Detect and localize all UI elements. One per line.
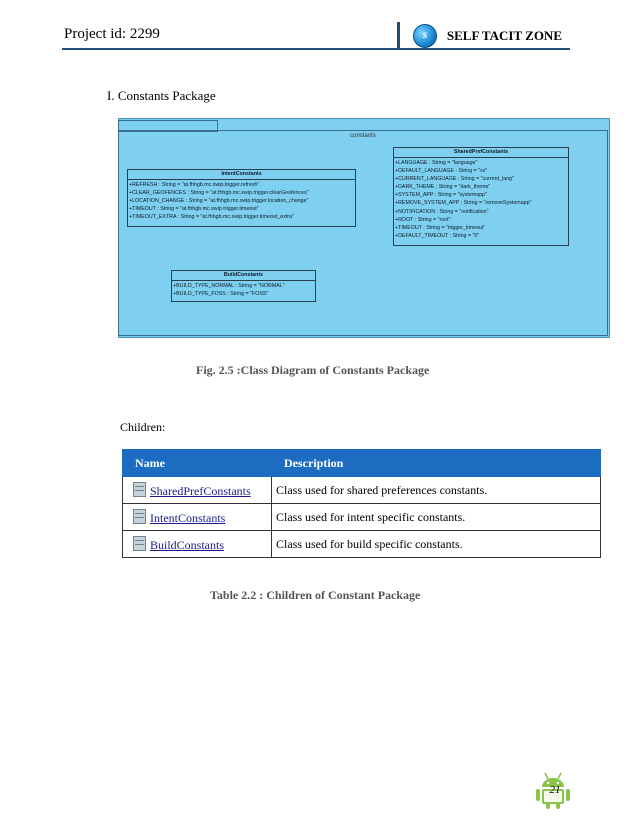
class-icon bbox=[133, 509, 146, 524]
project-id: Project id: 2299 bbox=[64, 26, 160, 42]
uml-attribute: +CLEAR_GEOFENCES : String = "at.fhhgb.mc.swip.trigger.clearGeofences" bbox=[129, 190, 309, 197]
figure-caption: Fig. 2.5 :Class Diagram of Constants Package bbox=[196, 363, 430, 377]
uml-class-title: SharedPrefConstants bbox=[394, 148, 568, 158]
uml-attribute: +CURRENT_LANGUAGE : String = "current_lang" bbox=[395, 176, 514, 183]
children-label: Children: bbox=[120, 420, 166, 434]
table-row bbox=[123, 477, 601, 504]
uml-attribute: +LANGUAGE : String = "language" bbox=[395, 160, 478, 166]
header-divider-bar bbox=[397, 22, 400, 48]
uml-attribute: +TIMEOUT_EXTRA : String = "at.fhhgb.mc.swip.trigger.timeout_extra" bbox=[129, 214, 294, 221]
name-cell bbox=[123, 504, 272, 531]
uml-attribute: +NOTIFICATION : String = "notification" bbox=[395, 208, 489, 215]
uml-class-sharedprefconstants bbox=[393, 147, 569, 246]
header-rule bbox=[62, 48, 570, 50]
brand-name: SELF TACIT ZONE bbox=[446, 28, 562, 43]
uml-class-title: IntentConstants bbox=[128, 170, 355, 180]
column-header-description: Description bbox=[272, 450, 601, 477]
column-header-name: Name bbox=[123, 450, 272, 477]
uml-attribute: +DARK_THEME : String = "dark_theme" bbox=[395, 184, 491, 191]
section-heading: I. Constants Package bbox=[107, 88, 216, 103]
brand-logo-icon bbox=[413, 24, 437, 48]
page-number: 21 bbox=[549, 784, 561, 796]
class-icon bbox=[133, 536, 146, 551]
uml-attribute: +LOCATION_CHANGE : String = "at.fhhgb.mc.swip.trigger.location_change" bbox=[129, 198, 309, 205]
uml-attribute: +REFRESH : String = "at.fhhgb.mc.swip.trigger.refresh" bbox=[129, 182, 260, 188]
class-link[interactable]: BuildConstants bbox=[150, 537, 225, 552]
table-row bbox=[123, 504, 601, 531]
package-name: constants bbox=[350, 133, 376, 139]
name-cell bbox=[123, 531, 272, 558]
uml-attribute: +SYSTEM_APP : String = "systemapp" bbox=[395, 192, 487, 199]
uml-class-title: BuildConstants bbox=[172, 271, 315, 281]
table-header-row bbox=[123, 450, 601, 477]
uml-class-intentconstants bbox=[127, 169, 356, 227]
table-row bbox=[123, 531, 601, 558]
uml-attribute: +TIMEOUT : String = "trigger_timeout" bbox=[395, 224, 486, 231]
uml-attribute: +DEFAULT_LANGUAGE : String = "xx" bbox=[395, 168, 488, 175]
brand-logo-letter: s bbox=[422, 27, 428, 41]
class-icon bbox=[133, 482, 146, 497]
uml-attribute: +TIMEOUT : String = "at.fhhgb.mc.swip.trigger.timeout" bbox=[129, 206, 259, 213]
children-table bbox=[122, 449, 601, 558]
class-link[interactable]: IntentConstants bbox=[150, 510, 226, 525]
name-cell bbox=[123, 477, 272, 504]
uml-attribute: +REMOVE_SYSTEM_APP : String = "removeSystemapp" bbox=[395, 200, 532, 207]
description-cell: Class used for intent specific constants. bbox=[272, 504, 601, 531]
class-link[interactable]: SharedPrefConstants bbox=[150, 483, 251, 498]
uml-attribute: +BUILD_TYPE_FOSS : String = "FOSS" bbox=[173, 291, 269, 298]
uml-class-buildconstants bbox=[171, 270, 316, 302]
table-caption: Table 2.2 : Children of Constant Package bbox=[210, 588, 421, 602]
uml-attribute: +DEFAULT_TIMEOUT : String = "0" bbox=[395, 232, 480, 239]
description-cell: Class used for shared preferences constants. bbox=[272, 477, 601, 504]
uml-attribute: +BUILD_TYPE_NORMAL : String = "NORMAL" bbox=[173, 283, 285, 289]
description-cell: Class used for build specific constants. bbox=[272, 531, 601, 558]
uml-attribute: +ROOT : String = "root" bbox=[395, 216, 451, 223]
